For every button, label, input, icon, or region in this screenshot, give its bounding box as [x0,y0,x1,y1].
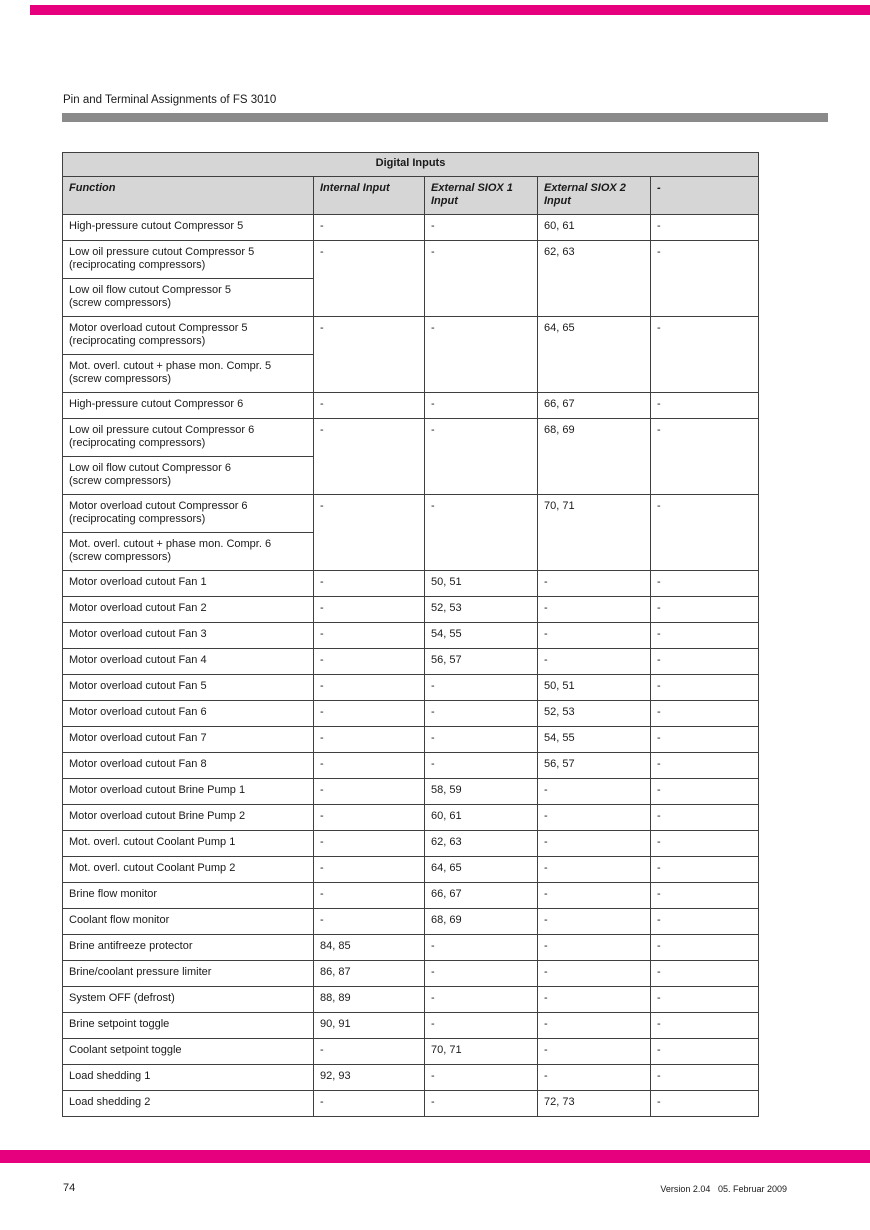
value-cell: - [314,779,425,805]
function-cell: Coolant setpoint toggle [63,1039,314,1065]
function-cell: Low oil pressure cutout Compressor 6 (reciprocating compressors) [63,419,314,457]
table-row [63,597,759,623]
value-cell: - [538,961,651,987]
value-cell: - [314,597,425,623]
function-cell: Motor overload cutout Fan 1 [63,571,314,597]
value-cell: - [314,393,425,419]
value-cell: - [538,597,651,623]
column-header-external-siox-1-input: External SIOX 1 Input [425,177,538,215]
function-cell: High-pressure cutout Compressor 5 [63,215,314,241]
value-cell: 50, 51 [538,675,651,701]
value-cell: - [651,1013,759,1039]
function-cell: Brine flow monitor [63,883,314,909]
value-cell: - [538,857,651,883]
table-row [63,831,759,857]
value-cell: - [538,623,651,649]
table-row [63,495,759,533]
table-row [63,753,759,779]
column-header-dash: - [651,177,759,215]
table-row [63,649,759,675]
table-row [63,805,759,831]
function-cell: Motor overload cutout Fan 2 [63,597,314,623]
function-cell: High-pressure cutout Compressor 6 [63,393,314,419]
value-cell: 52, 53 [425,597,538,623]
value-cell: 60, 61 [538,215,651,241]
value-cell: - [425,701,538,727]
function-cell: Motor overload cutout Fan 7 [63,727,314,753]
value-cell: 70, 71 [425,1039,538,1065]
value-cell: - [314,909,425,935]
value-cell: - [314,317,425,393]
table-row [63,215,759,241]
value-cell: - [651,779,759,805]
function-cell: Mot. overl. cutout + phase mon. Compr. 6 (screw compressors) [63,533,314,571]
value-cell: 84, 85 [314,935,425,961]
value-cell: - [314,805,425,831]
value-cell: - [651,215,759,241]
value-cell: 56, 57 [425,649,538,675]
value-cell: - [651,1039,759,1065]
column-header-internal-input: Internal Input [314,177,425,215]
value-cell: - [314,727,425,753]
value-cell: - [651,831,759,857]
header-rule [62,113,828,122]
value-cell: - [425,419,538,495]
function-cell: Mot. overl. cutout Coolant Pump 2 [63,857,314,883]
table-row [63,779,759,805]
value-cell: - [314,701,425,727]
table-row [63,623,759,649]
value-cell: - [314,857,425,883]
value-cell: - [538,831,651,857]
value-cell: - [425,393,538,419]
function-cell: Motor overload cutout Fan 8 [63,753,314,779]
value-cell: 66, 67 [538,393,651,419]
value-cell: 64, 65 [425,857,538,883]
table-row [63,1065,759,1091]
value-cell: - [651,597,759,623]
value-cell: - [425,1091,538,1117]
value-cell: 56, 57 [538,753,651,779]
footer-version-text: Version 2.04 05. Februar 2009 [660,1184,787,1194]
value-cell: - [651,649,759,675]
value-cell: - [651,419,759,495]
value-cell: - [651,623,759,649]
table-row [63,393,759,419]
table-row [63,1039,759,1065]
value-cell: - [314,419,425,495]
table-row [63,317,759,355]
value-cell: 72, 73 [538,1091,651,1117]
value-cell: - [425,495,538,571]
value-cell: - [538,805,651,831]
function-cell: Mot. overl. cutout Coolant Pump 1 [63,831,314,857]
value-cell: - [425,987,538,1013]
value-cell: - [538,1065,651,1091]
column-header-external-siox-2-input: External SIOX 2 Input [538,177,651,215]
value-cell: - [425,215,538,241]
value-cell: - [314,623,425,649]
table-title: Digital Inputs [63,153,759,177]
value-cell: - [651,1091,759,1117]
value-cell: - [651,701,759,727]
value-cell: 60, 61 [425,805,538,831]
page-header-title: Pin and Terminal Assignments of FS 3010 [63,94,277,106]
value-cell: 64, 65 [538,317,651,393]
function-cell: Motor overload cutout Brine Pump 1 [63,779,314,805]
function-cell: Motor overload cutout Brine Pump 2 [63,805,314,831]
value-cell: - [538,883,651,909]
value-cell: - [538,987,651,1013]
table-title-row [63,153,759,177]
function-cell: Load shedding 2 [63,1091,314,1117]
value-cell: 66, 67 [425,883,538,909]
value-cell: - [425,727,538,753]
function-cell: Motor overload cutout Fan 4 [63,649,314,675]
table-row [63,675,759,701]
table-row [63,727,759,753]
footer-page-number: 74 [63,1182,76,1194]
value-cell: - [425,241,538,317]
value-cell: - [651,883,759,909]
value-cell: - [314,753,425,779]
value-cell: - [651,393,759,419]
function-cell: Motor overload cutout Fan 6 [63,701,314,727]
value-cell: 68, 69 [538,419,651,495]
column-header-function: Function [63,177,314,215]
bottom-accent-bar [0,1150,870,1163]
function-cell: Low oil pressure cutout Compressor 5 (reciprocating compressors) [63,241,314,279]
value-cell: - [425,961,538,987]
table-row [63,909,759,935]
table-row [63,241,759,279]
function-cell: Coolant flow monitor [63,909,314,935]
value-cell: 50, 51 [425,571,538,597]
value-cell: 58, 59 [425,779,538,805]
value-cell: - [425,1065,538,1091]
value-cell: - [314,1091,425,1117]
value-cell: 54, 55 [425,623,538,649]
table-row [63,987,759,1013]
value-cell: - [651,675,759,701]
value-cell: - [314,1039,425,1065]
function-cell: Low oil flow cutout Compressor 5 (screw compressors) [63,279,314,317]
function-cell: Motor overload cutout Fan 3 [63,623,314,649]
table-row [63,419,759,457]
function-cell: Mot. overl. cutout + phase mon. Compr. 5 (screw compressors) [63,355,314,393]
table-column-header-row [63,177,759,215]
digital-inputs-table [62,152,759,1117]
value-cell: - [651,241,759,317]
value-cell: 86, 87 [314,961,425,987]
value-cell: - [314,571,425,597]
value-cell: 54, 55 [538,727,651,753]
function-cell: Brine setpoint toggle [63,1013,314,1039]
value-cell: 68, 69 [425,909,538,935]
function-cell: System OFF (defrost) [63,987,314,1013]
value-cell: 70, 71 [538,495,651,571]
value-cell: - [425,935,538,961]
value-cell: 88, 89 [314,987,425,1013]
value-cell: 52, 53 [538,701,651,727]
value-cell: - [314,495,425,571]
table-row [63,883,759,909]
function-cell: Brine/coolant pressure limiter [63,961,314,987]
value-cell: - [425,675,538,701]
value-cell: - [651,753,759,779]
function-cell: Motor overload cutout Compressor 6 (reciprocating compressors) [63,495,314,533]
function-cell: Brine antifreeze protector [63,935,314,961]
value-cell: - [651,909,759,935]
value-cell: - [538,649,651,675]
table-row [63,1013,759,1039]
value-cell: - [651,727,759,753]
table-row [63,935,759,961]
function-cell: Load shedding 1 [63,1065,314,1091]
value-cell: - [538,909,651,935]
digital-inputs-tbody [63,215,759,1117]
function-cell: Motor overload cutout Fan 5 [63,675,314,701]
value-cell: - [651,495,759,571]
value-cell: - [425,317,538,393]
value-cell: - [651,805,759,831]
table-row [63,571,759,597]
table-row [63,1091,759,1117]
table-row [63,961,759,987]
value-cell: - [314,831,425,857]
digital-inputs-table-wrap [62,152,759,1117]
value-cell: - [538,1013,651,1039]
value-cell: - [314,241,425,317]
value-cell: - [538,1039,651,1065]
value-cell: 92, 93 [314,1065,425,1091]
value-cell: - [314,675,425,701]
value-cell: - [538,935,651,961]
value-cell: - [651,317,759,393]
value-cell: - [314,215,425,241]
value-cell: - [425,1013,538,1039]
value-cell: 62, 63 [538,241,651,317]
function-cell: Low oil flow cutout Compressor 6 (screw compressors) [63,457,314,495]
value-cell: - [651,571,759,597]
value-cell: - [651,857,759,883]
table-row [63,701,759,727]
value-cell: - [538,571,651,597]
value-cell: 62, 63 [425,831,538,857]
value-cell: - [651,1065,759,1091]
table-row [63,857,759,883]
value-cell: - [651,961,759,987]
value-cell: - [425,753,538,779]
top-accent-bar [30,5,870,15]
value-cell: - [651,935,759,961]
value-cell: - [314,649,425,675]
function-cell: Motor overload cutout Compressor 5 (reciprocating compressors) [63,317,314,355]
value-cell: - [314,883,425,909]
value-cell: 90, 91 [314,1013,425,1039]
value-cell: - [651,987,759,1013]
value-cell: - [538,779,651,805]
